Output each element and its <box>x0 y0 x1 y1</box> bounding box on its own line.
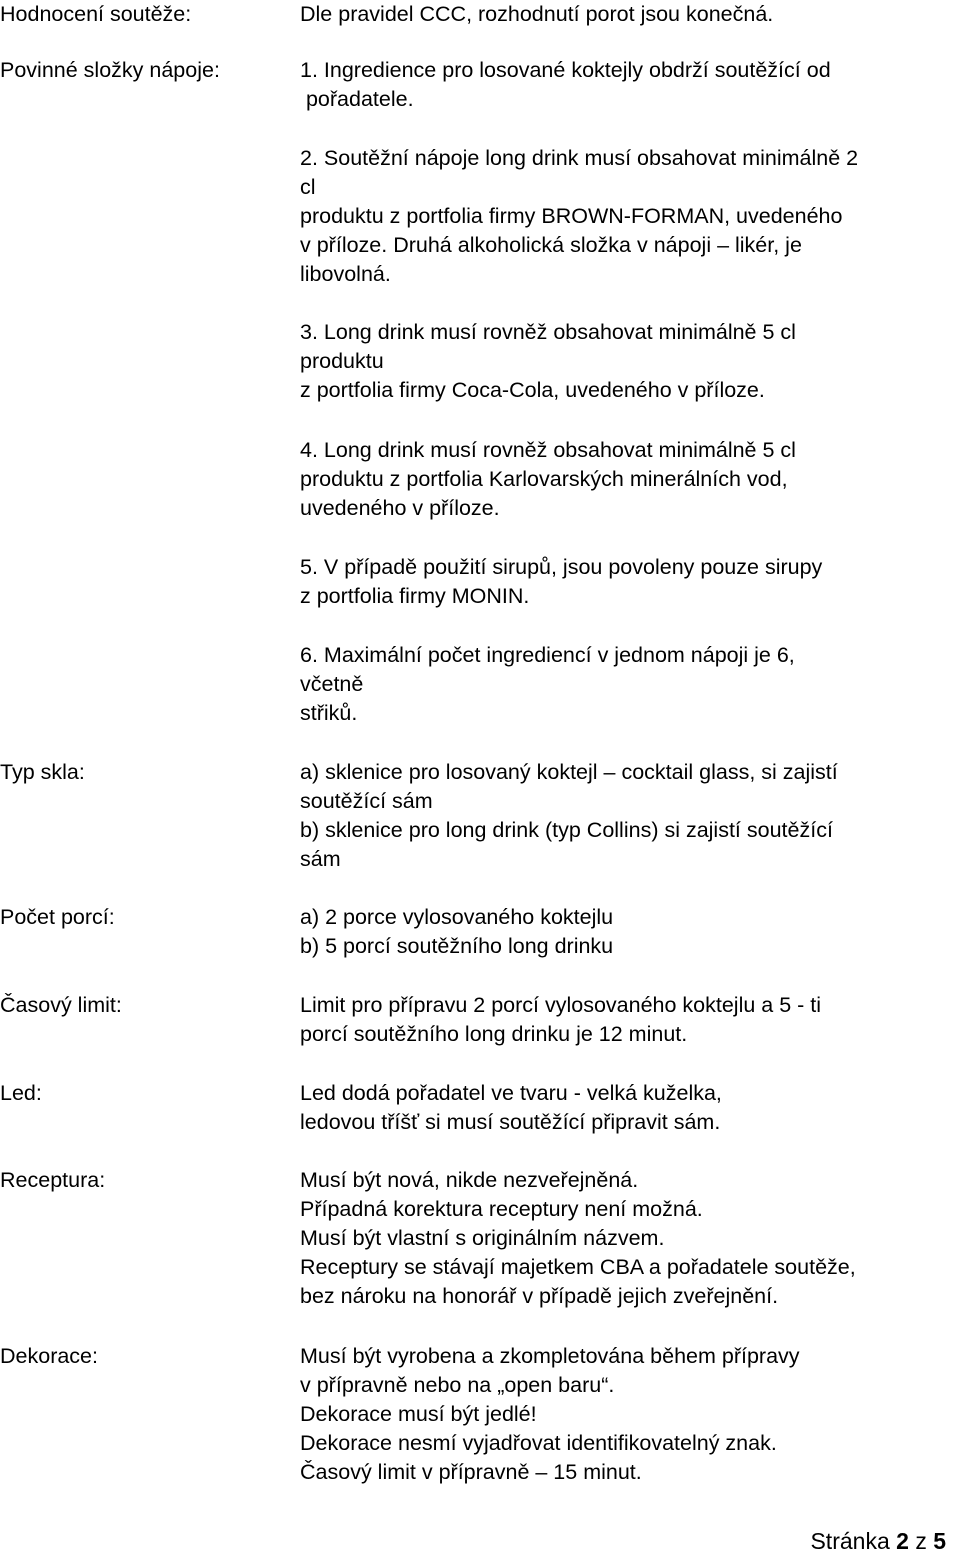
sklo-line: b) sklenice pro long drink (typ Collins) si zajistí soutěžící <box>300 818 833 842</box>
receptura-line: Receptury se stávají majetkem CBA a pořadatele soutěže, <box>300 1255 856 1279</box>
receptura-line: bez nároku na honorář v případě jejich zveřejnění. <box>300 1284 779 1308</box>
slozky-line: 6. Maximální počet ingrediencí v jednom nápoji je 6, <box>300 643 795 667</box>
slozky-line: produktu z portfolia firmy BROWN-FORMAN, uvedeného <box>300 204 843 228</box>
label-dekorace: Dekorace: <box>0 1344 98 1368</box>
page-number-current: 2 <box>896 1528 909 1554</box>
dekorace-line: Časový limit v přípravně – 15 minut. <box>300 1460 642 1484</box>
slozky-line: z portfolia firmy Coca-Cola, uvedeného v příloze. <box>300 378 765 402</box>
slozky-line: 1. Ingredience pro losované koktejly obdrží soutěžící od <box>300 58 831 82</box>
receptura-line: Musí být vlastní s originálním názvem. <box>300 1226 665 1250</box>
slozky-line: z portfolia firmy MONIN. <box>300 584 530 608</box>
slozky-line: pořadatele. <box>300 87 414 111</box>
limit-line: Limit pro přípravu 2 porcí vylosovaného koktejlu a 5 - ti <box>300 993 822 1017</box>
porce-line: a) 2 porce vylosovaného koktejlu <box>300 905 614 929</box>
sklo-line: soutěžící sám <box>300 789 433 813</box>
slozky-line: libovolná. <box>300 262 391 286</box>
slozky-line: produktu <box>300 349 384 373</box>
label-pocet-porci: Počet porcí: <box>0 905 115 929</box>
slozky-line: včetně <box>300 672 364 696</box>
slozky-line: uvedeného v příloze. <box>300 496 500 520</box>
slozky-line: cl <box>300 175 316 199</box>
dekorace-line: Dekorace nesmí vyjadřovat identifikovatelný znak. <box>300 1431 777 1455</box>
porce-line: b) 5 porcí soutěžního long drinku <box>300 934 614 958</box>
label-led: Led: <box>0 1081 42 1105</box>
limit-line: porcí soutěžního long drinku je 12 minut. <box>300 1022 688 1046</box>
dekorace-line: v přípravně nebo na „open baru“. <box>300 1373 615 1397</box>
receptura-line: Musí být nová, nikde nezveřejněná. <box>300 1168 639 1192</box>
label-casovy-limit: Časový limit: <box>0 993 122 1017</box>
page-number-of: z <box>915 1528 927 1554</box>
label-receptura: Receptura: <box>0 1168 106 1192</box>
slozky-line: v příloze. Druhá alkoholická složka v nápoji – likér, je <box>300 233 802 257</box>
label-slozky: Povinné složky nápoje: <box>0 58 220 82</box>
slozky-line: produktu z portfolia Karlovarských minerálních vod, <box>300 467 788 491</box>
receptura-line: Případná korektura receptury není možná. <box>300 1197 703 1221</box>
sklo-line: sám <box>300 847 341 871</box>
slozky-line: 5. V případě použití sirupů, jsou povoleny pouze sirupy <box>300 555 823 579</box>
dekorace-line: Musí být vyrobena a zkompletována během přípravy <box>300 1344 800 1368</box>
slozky-line: 3. Long drink musí rovněž obsahovat minimálně 5 cl <box>300 320 796 344</box>
page-number <box>810 1527 946 1555</box>
led-line: Led dodá pořadatel ve tvaru - velká kuželka, <box>300 1081 722 1105</box>
led-line: ledovou tříšť si musí soutěžící připravit sám. <box>300 1110 721 1134</box>
label-typ-skla: Typ skla: <box>0 760 85 784</box>
page-number-total: 5 <box>933 1528 946 1554</box>
dekorace-line: Dekorace musí být jedlé! <box>300 1402 537 1426</box>
hodnoceni-line: Dle pravidel CCC, rozhodnutí porot jsou konečná. <box>300 2 774 26</box>
slozky-line: střiků. <box>300 701 358 725</box>
sklo-line: a) sklenice pro losovaný koktejl – cocktail glass, si zajistí <box>300 760 838 784</box>
slozky-line: 2. Soutěžní nápoje long drink musí obsahovat minimálně 2 <box>300 146 859 170</box>
page-number-prefix: Stránka <box>810 1528 890 1554</box>
slozky-line: 4. Long drink musí rovněž obsahovat minimálně 5 cl <box>300 438 796 462</box>
label-hodnoceni: Hodnocení soutěže: <box>0 2 192 26</box>
